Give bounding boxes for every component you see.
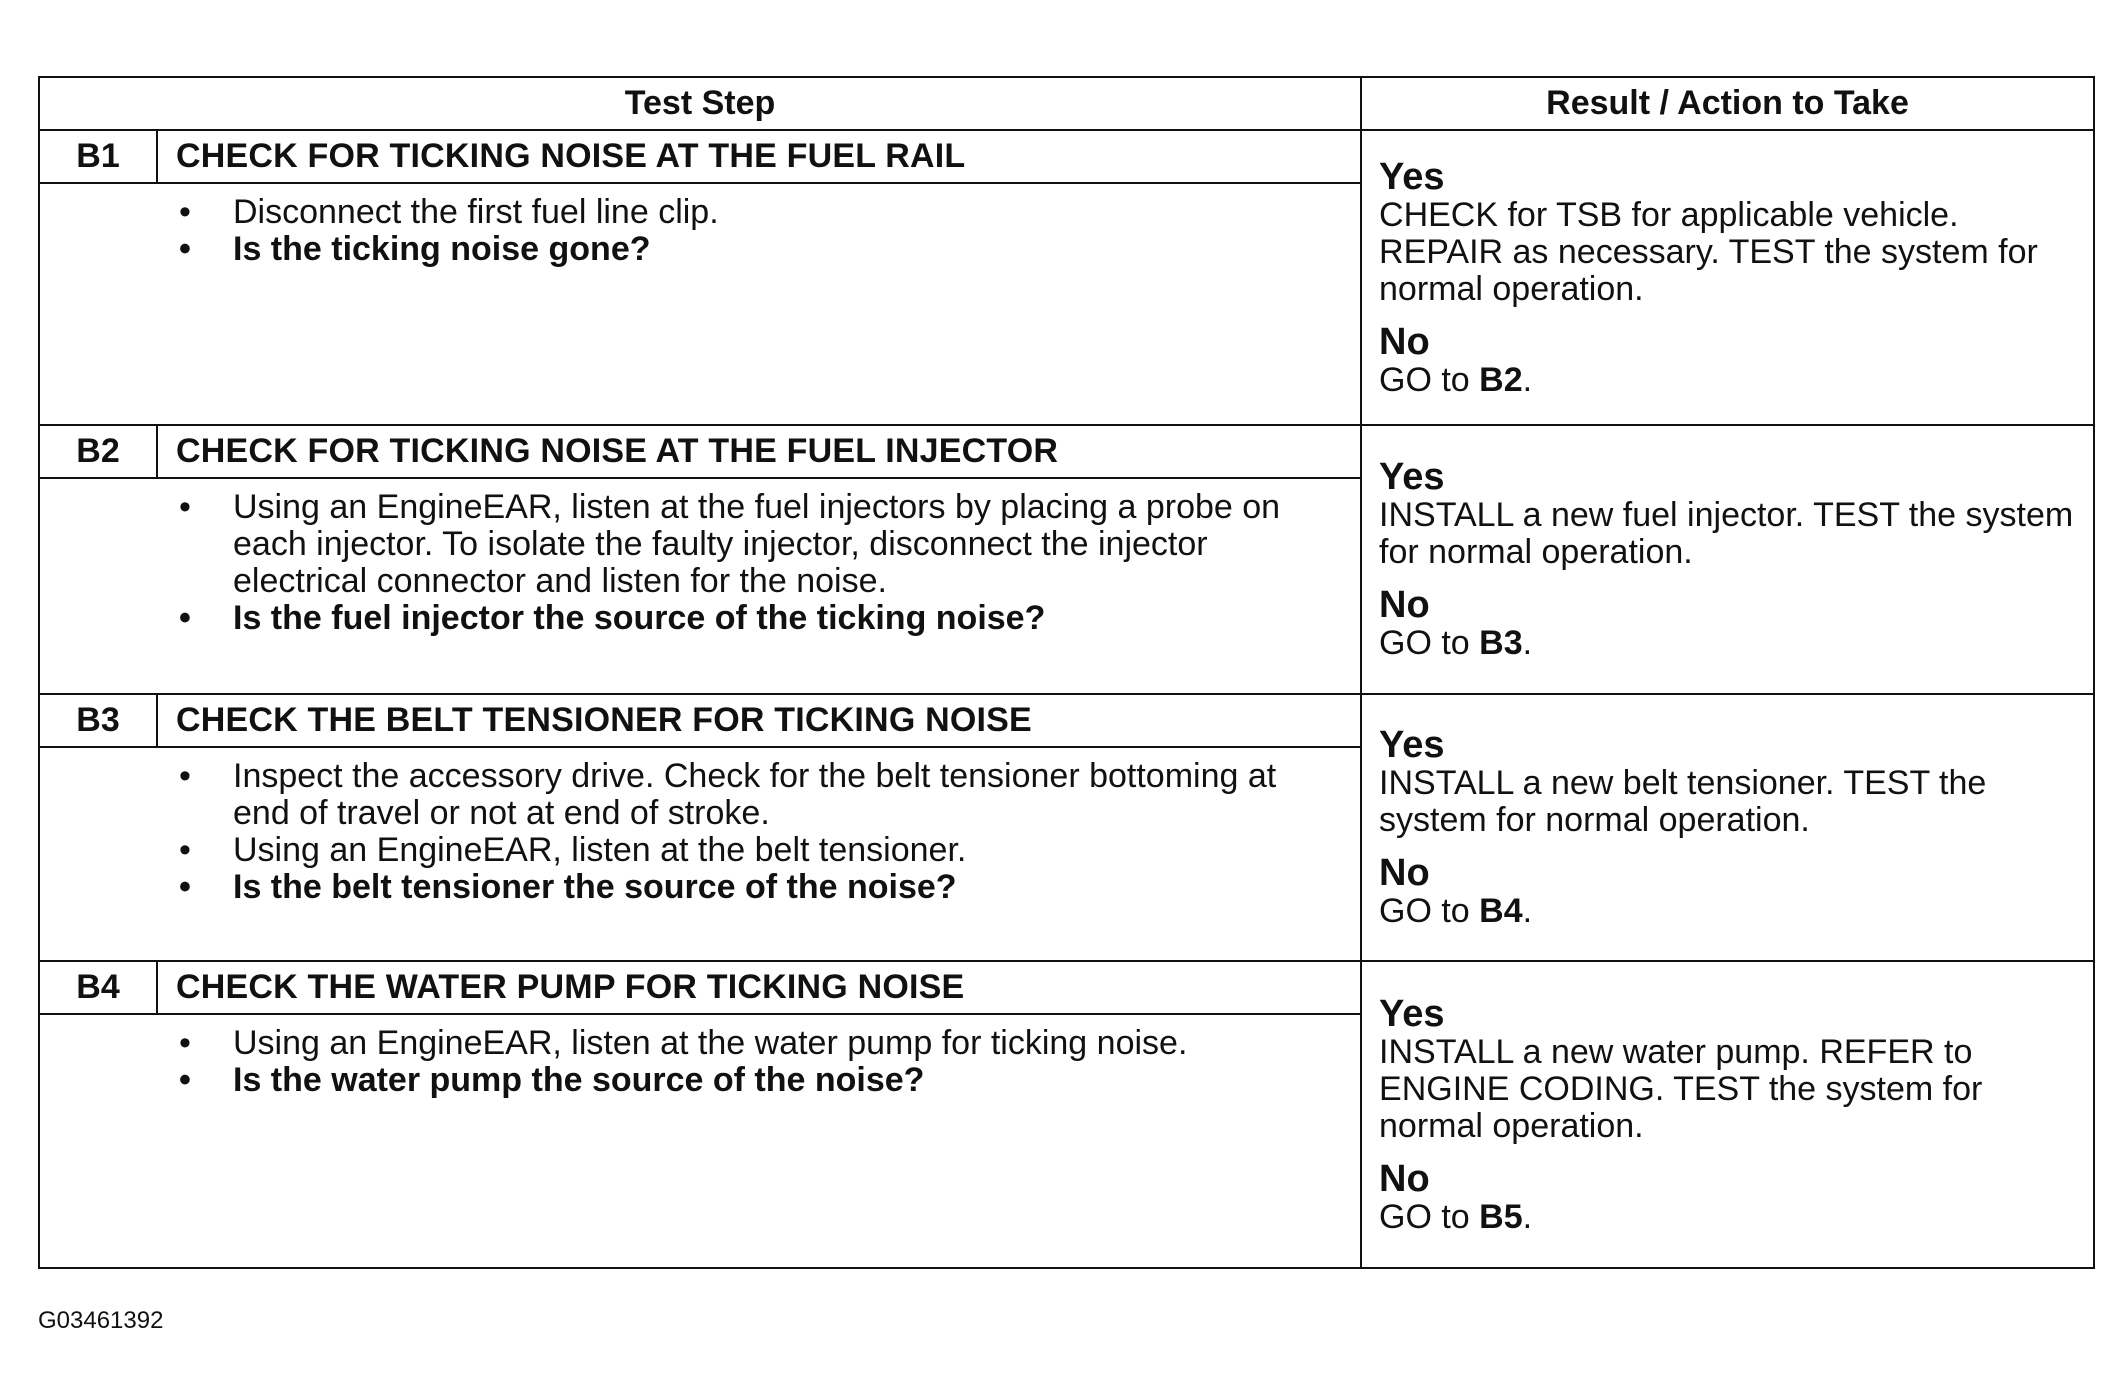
bullet-text: Using an EngineEAR, listen at the water pump for ticking noise.	[233, 1024, 1188, 1062]
result-cell	[1361, 130, 2094, 425]
bullet-icon: •	[179, 868, 191, 906]
step-title-row	[39, 694, 2094, 747]
step-title: CHECK THE WATER PUMP FOR TICKING NOISE	[157, 961, 1361, 1014]
step-b1	[39, 130, 2094, 425]
yes-action: INSTALL a new water pump. REFER to ENGINE CODING. TEST the system for normal operation.	[1379, 1032, 1983, 1145]
step-title: CHECK FOR TICKING NOISE AT THE FUEL RAIL	[157, 130, 1361, 183]
step-id: B2	[39, 425, 157, 478]
bullet-text: Disconnect the first fuel line clip.	[233, 193, 719, 231]
no-action	[1379, 625, 2081, 662]
yes-label: Yes	[1379, 456, 1445, 498]
step-title-row	[39, 425, 2094, 478]
figure-id: G03461392	[38, 1307, 164, 1334]
step-id: B1	[39, 130, 157, 183]
goto-step-ref: B5	[1479, 1197, 1523, 1236]
bullet-item	[40, 194, 1360, 231]
step-bullet-list	[40, 489, 1360, 637]
bullet-icon: •	[179, 599, 191, 637]
no-action	[1379, 1199, 2081, 1236]
bullet-icon: •	[179, 1061, 191, 1099]
bullet-icon: •	[179, 831, 191, 869]
yes-action: INSTALL a new fuel injector. TEST the system for normal operation.	[1379, 496, 2074, 571]
bullet-icon: •	[179, 230, 191, 268]
no-action-prefix: GO to	[1379, 892, 1480, 930]
bullet-item	[40, 1025, 1360, 1062]
no-label: No	[1379, 320, 1430, 363]
bullet-text: Is the belt tensioner the source of the noise?	[233, 868, 957, 906]
step-id: B4	[39, 961, 157, 1014]
bullet-item	[40, 758, 1360, 832]
no-action	[1379, 362, 2081, 399]
yes-label: Yes	[1379, 992, 1445, 1035]
bullet-icon: •	[179, 488, 191, 526]
step-body	[39, 1014, 1361, 1268]
yes-action: INSTALL a new belt tensioner. TEST the system for normal operation.	[1379, 764, 1987, 839]
step-bullet-list	[40, 194, 1360, 268]
header-test-step: Test Step	[39, 77, 1361, 130]
step-id: B3	[39, 694, 157, 747]
bullet-item	[40, 832, 1360, 869]
result-cell	[1361, 961, 2094, 1268]
bullet-text: Using an EngineEAR, listen at the belt tensioner.	[233, 831, 967, 869]
no-action-suffix: .	[1522, 892, 1533, 930]
bullet-question	[40, 600, 1360, 637]
goto-step-ref: B4	[1479, 892, 1523, 930]
yes-label: Yes	[1379, 724, 1445, 766]
diagnostic-table	[38, 76, 2095, 1269]
bullet-item	[40, 489, 1360, 600]
step-bullet-list	[40, 1025, 1360, 1099]
step-body	[39, 478, 1361, 694]
no-action	[1379, 893, 2081, 930]
bullet-question	[40, 869, 1360, 906]
bullet-icon: •	[179, 193, 191, 231]
bullet-text: Is the water pump the source of the noise?	[233, 1061, 925, 1099]
no-action-suffix: .	[1522, 360, 1533, 399]
bullet-text: Is the ticking noise gone?	[233, 230, 651, 268]
bullet-text: Inspect the accessory drive. Check for the belt tensioner bottoming at end of travel or not at end of stroke.	[233, 757, 1277, 832]
bullet-text: Is the fuel injector the source of the ticking noise?	[233, 599, 1046, 637]
header-result-action: Result / Action to Take	[1361, 77, 2094, 130]
bullet-question	[40, 231, 1360, 268]
result-cell	[1361, 425, 2094, 694]
no-action-suffix: .	[1522, 1197, 1533, 1236]
goto-step-ref: B2	[1479, 360, 1523, 399]
bullet-text: Using an EngineEAR, listen at the fuel injectors by placing a probe on each injector. To isolate the faulty injector, disconnect the injector electrical connector and listen for the noise.	[233, 488, 1281, 600]
bullet-icon: •	[179, 1024, 191, 1062]
no-action-prefix: GO to	[1379, 1197, 1480, 1236]
bullet-icon: •	[179, 757, 191, 795]
step-title-row	[39, 130, 2094, 183]
step-title-row	[39, 961, 2094, 1014]
no-label: No	[1379, 852, 1430, 894]
yes-label: Yes	[1379, 155, 1445, 198]
step-body	[39, 183, 1361, 425]
step-title: CHECK FOR TICKING NOISE AT THE FUEL INJECTOR	[157, 425, 1361, 478]
no-label: No	[1379, 1157, 1430, 1200]
step-b2	[39, 425, 2094, 694]
step-b4	[39, 961, 2094, 1268]
goto-step-ref: B3	[1479, 624, 1523, 662]
step-title: CHECK THE BELT TENSIONER FOR TICKING NOISE	[157, 694, 1361, 747]
no-action-prefix: GO to	[1379, 624, 1480, 662]
bullet-question	[40, 1062, 1360, 1099]
step-bullet-list	[40, 758, 1360, 906]
yes-action: CHECK for TSB for applicable vehicle. REPAIR as necessary. TEST the system for normal operation.	[1379, 195, 2038, 308]
no-label: No	[1379, 584, 1430, 626]
no-action-suffix: .	[1522, 624, 1533, 662]
step-body	[39, 747, 1361, 961]
step-b3	[39, 694, 2094, 961]
no-action-prefix: GO to	[1379, 360, 1480, 399]
result-cell	[1361, 694, 2094, 961]
table-header-row	[39, 77, 2094, 130]
